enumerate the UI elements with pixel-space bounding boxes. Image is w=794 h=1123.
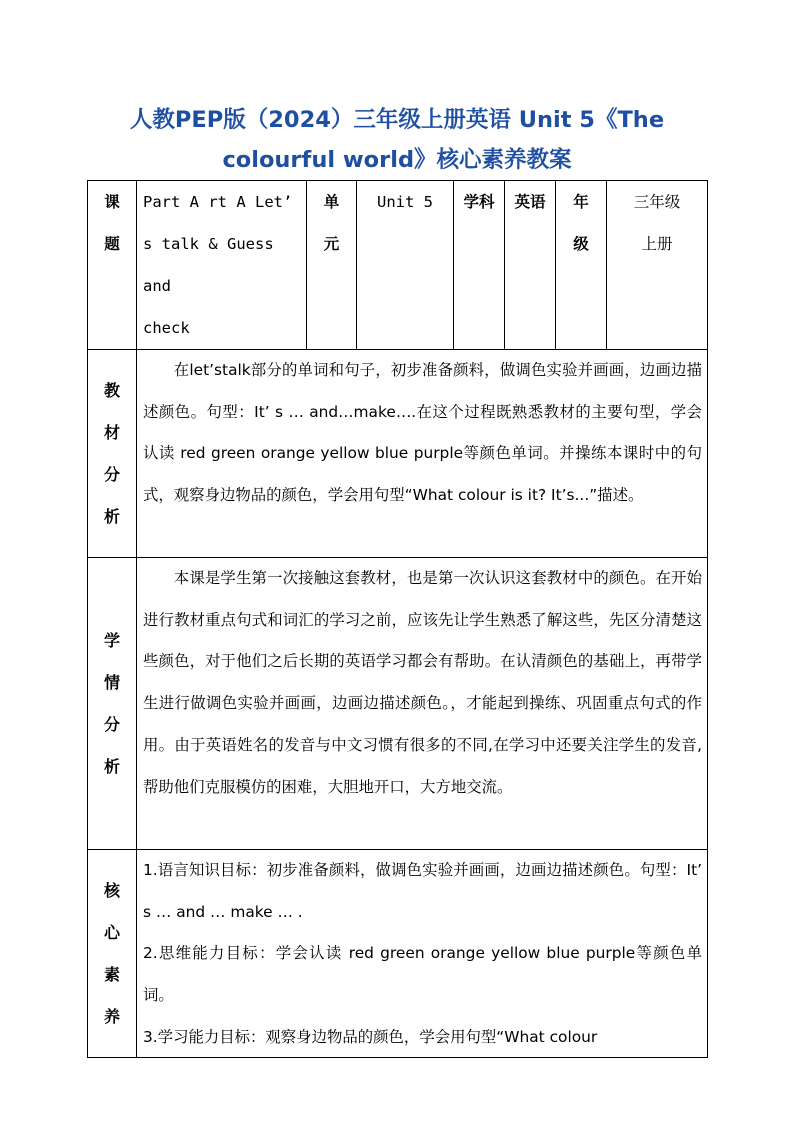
title-line-1: 人教PEP版（2024）三年级上册英语 Unit 5《The: [129, 107, 665, 133]
subject-label: 学科: [454, 181, 505, 350]
topic-value-line: Part A rt A Let’: [143, 193, 293, 211]
textbook-analysis-row: [88, 350, 708, 558]
title-line-2: colourful world》核心素养教案: [222, 147, 572, 173]
grade-label: [556, 181, 607, 350]
label-char: 分: [103, 464, 120, 484]
core-literacy-label: [88, 850, 137, 1058]
label-char: 学: [103, 630, 120, 650]
student-analysis-text: 本课是学生第一次接触这套教材，也是第一次认识这套教材中的颜色。在开始进行教材重点句式和词汇的学习之前，应该先让学生熟悉了解这些，先区分清楚这些颜色，对于他们之后长期的英语学习都会有帮助。在认清颜色的基础上，再带学生进行做调色实验并画画，边画边描述颜色。，才能起到操练、巩固重点句式的作用。由于英语姓名的发音与中文习惯有很多的不同,在学习中还要关注学生的发音,帮助他们克服模仿的困难，大胆地开口，大方地交流。: [137, 558, 708, 850]
core-item: 3.学习能力目标：观察身边物品的颜色，学会用句型“What colour: [143, 1027, 598, 1046]
student-analysis-label: [88, 558, 137, 850]
grade-label-char: 年: [573, 193, 589, 211]
topic-label-char: 课: [104, 193, 120, 211]
topic-value-line: s talk & Guess and: [143, 235, 274, 295]
topic-value-line: check: [143, 319, 190, 337]
unit-label: [307, 181, 357, 350]
core-item: 2.思维能力目标：学会认读 red green orange yellow blue purple等颜色单词。: [143, 944, 702, 1005]
unit-label-char: 元: [323, 235, 340, 253]
label-char: 析: [103, 756, 120, 776]
topic-label: [88, 181, 137, 350]
unit-value: Unit 5: [357, 181, 454, 350]
unit-label-char: 单: [323, 193, 340, 211]
document-title: [60, 100, 734, 180]
grade-value-line: 三年级: [633, 193, 681, 211]
label-char: 养: [103, 1006, 120, 1026]
student-analysis-row: [88, 558, 708, 850]
grade-label-char: 级: [573, 235, 589, 253]
label-char: 分: [103, 714, 120, 734]
textbook-analysis-text: 在let’stalk部分的单词和句子，初步准备颜料，做调色实验并画画，边画边描述颜色。句型：It’ s … and…make….在这个过程既熟悉教材的主要句型，学会认读 red green orange yellow blue purple等颜色单词。并操练本课时中的句式，观察身边物品的颜色，学会用句型“What colour is it? It’s...”描述。: [137, 350, 708, 558]
topic-label-char: 题: [104, 235, 120, 253]
label-char: 材: [103, 422, 120, 442]
textbook-analysis-label: [88, 350, 137, 558]
grade-value-line: 上册: [641, 235, 673, 253]
label-char: 素: [103, 964, 120, 984]
header-row: [88, 181, 708, 350]
label-char: 核: [103, 880, 120, 900]
grade-value: [607, 181, 708, 350]
subject-value: 英语: [505, 181, 556, 350]
label-char: 析: [103, 506, 120, 526]
label-char: 心: [103, 922, 120, 942]
label-char: 教: [103, 380, 120, 400]
core-literacy-row: [88, 850, 708, 1058]
topic-value: [137, 181, 307, 350]
core-literacy-text: [137, 850, 708, 1058]
core-item: 1.语言知识目标：初步准备颜料，做调色实验并画画，边画边描述颜色。句型：It’ s … and … make … .: [143, 861, 702, 921]
lesson-plan-table: [87, 180, 708, 1058]
label-char: 情: [103, 672, 120, 692]
